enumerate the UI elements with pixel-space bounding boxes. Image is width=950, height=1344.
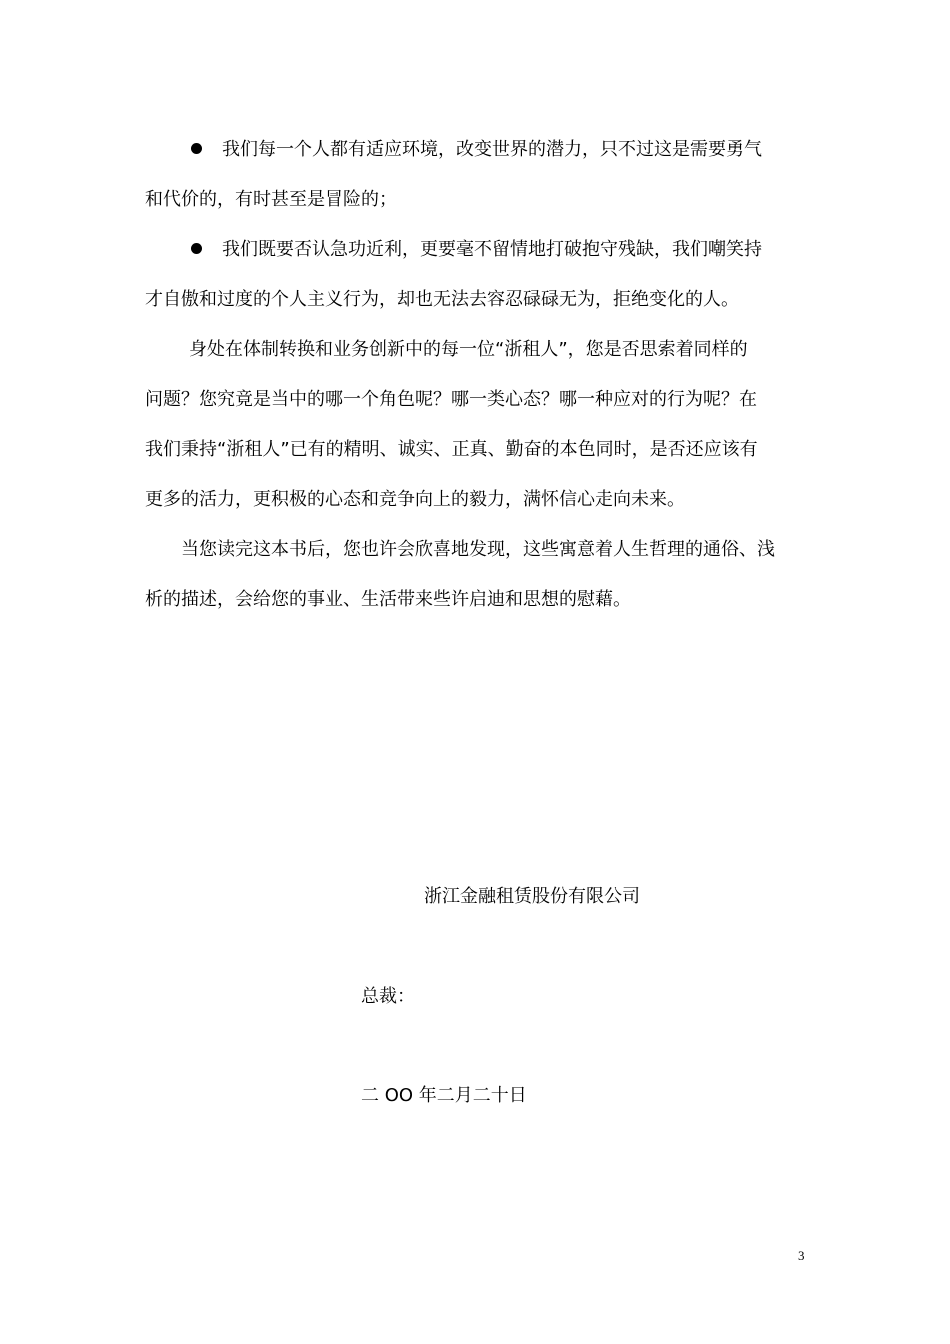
president-title: 总裁： [361, 986, 415, 1007]
bullet-2-line-1: 我们既要否认急功近利，更要毫不留情地打破抱守残缺，我们嘲笑持 [222, 239, 762, 260]
paragraph-2-line-1: 当您读完这本书后，您也许会欣喜地发现，这些寓意着人生哲理的通俗、浅 [181, 539, 775, 560]
page-number: 3 [798, 1248, 805, 1263]
date: 二 OO 年二月二十日 [361, 1085, 527, 1106]
paragraph-1-line-2: 问题？您究竟是当中的哪一个角色呢？哪一类心态？哪一种应对的行为呢？在 [145, 389, 757, 410]
bullet-point-icon [191, 243, 202, 254]
paragraph-1-line-4: 更多的活力，更积极的心态和竞争向上的毅力，满怀信心走向未来。 [145, 489, 685, 510]
paragraph-2-line-2: 析的描述，会给您的事业、生活带来些许启迪和思想的慰藉。 [145, 589, 631, 610]
paragraph-1-line-1: 身处在体制转换和业务创新中的每一位“浙租人”，您是否思索着同样的 [189, 339, 748, 360]
bullet-2-line-2: 才自傲和过度的个人主义行为，却也无法去容忍碌碌无为，拒绝变化的人。 [145, 289, 739, 310]
paragraph-1-line-3: 我们秉持“浙租人”已有的精明、诚实、正真、勤奋的本色同时，是否还应该有 [145, 439, 758, 460]
company-name: 浙江金融租赁股份有限公司 [424, 886, 640, 907]
bullet-1-line-2: 和代价的，有时甚至是冒险的； [145, 189, 397, 210]
bullet-1-line-1: 我们每一个人都有适应环境，改变世界的潜力，只不过这是需要勇气 [222, 139, 762, 160]
bullet-point-icon [191, 143, 202, 154]
